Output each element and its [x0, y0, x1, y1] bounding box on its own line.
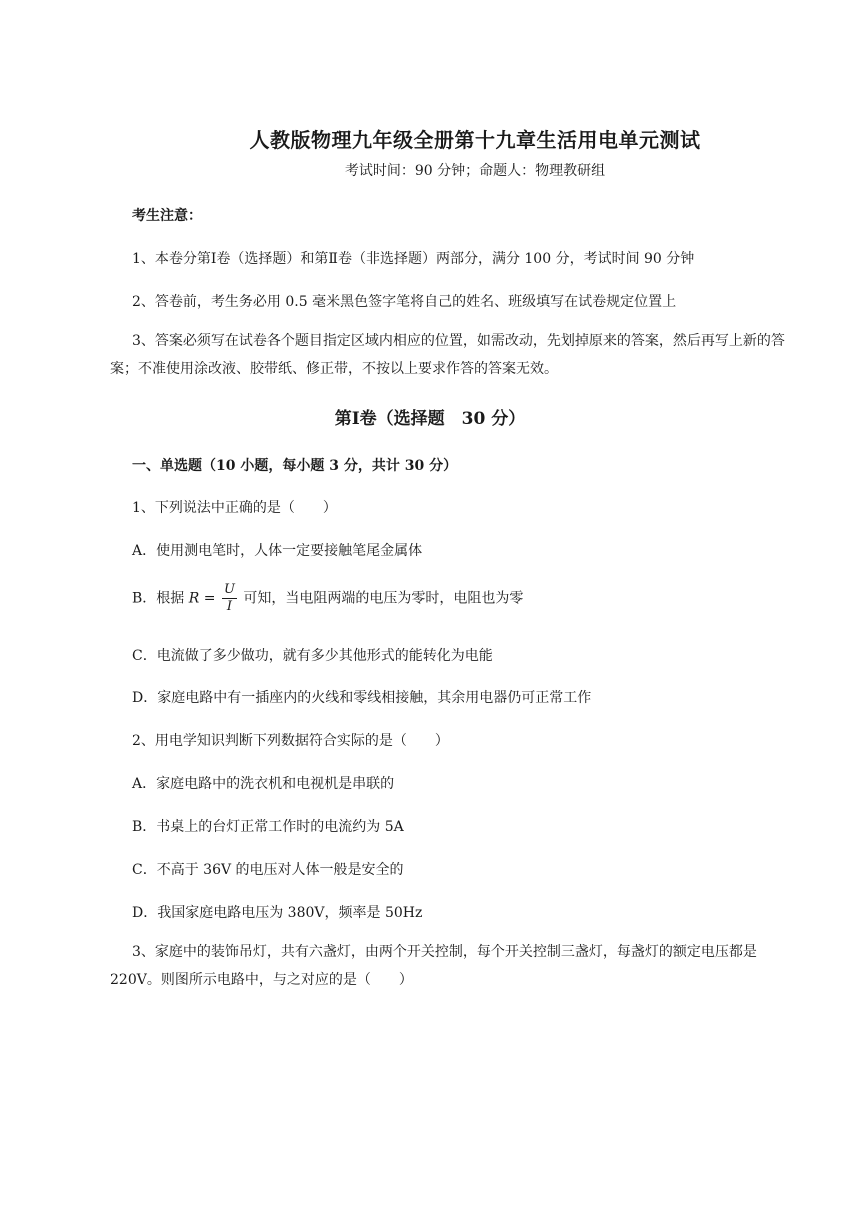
question-2-option-b: B．书桌上的台灯正常工作时的电流约为 5A	[132, 819, 404, 835]
formula-numerator: U	[223, 582, 235, 597]
notice-item-2: 2、答卷前，考生务必用 0.5 毫米黑色签字笔将自己的姓名、班级填写在试卷规定位置上	[132, 294, 677, 310]
question-2-option-a: A．家庭电路中的洗衣机和电视机是串联的	[132, 776, 395, 792]
notice-item-1: 1、本卷分第Ⅰ卷（选择题）和第Ⅱ卷（非选择题）两部分，满分 100 分，考试时间 90 分钟	[132, 251, 695, 267]
question-2-option-d: D．我国家庭电路电压为 380V，频率是 50Hz	[132, 905, 423, 921]
question-1-option-b	[132, 582, 523, 615]
exam-info: 考试时间：90 分钟；命题人：物理教研组	[344, 163, 606, 179]
question-1-option-c: C．电流做了多少做功，就有多少其他形式的能转化为电能	[132, 648, 493, 664]
question-2-option-c: C．不高于 36V 的电压对人体一般是安全的	[132, 862, 404, 878]
option-b-suffix: 可知，当电阻两端的电压为零时，电阻也为零	[243, 590, 524, 607]
formula-lhs: R =	[188, 590, 216, 607]
notice-heading: 考生注意：	[132, 208, 202, 224]
page-title: 人教版物理九年级全册第十九章生活用电单元测试	[249, 128, 701, 152]
question-1-option-d: D．家庭电路中有一插座内的火线和零线相接触，其余用电器仍可正常工作	[132, 690, 592, 706]
notice-item-3: 3、答案必须写在试卷各个题目指定区域内相应的位置，如需改动，先划掉原来的答案，然后再写上新的答案；不准使用涂改液、胶带纸、修正带，不按以上要求作答的答案无效。	[110, 333, 785, 377]
section-title: 第Ⅰ卷（选择题 30 分）	[334, 409, 526, 429]
question-1-stem: 1、下列说法中正确的是（ ）	[132, 500, 337, 516]
option-b-prefix: B．根据	[132, 590, 185, 607]
formula-denominator: I	[226, 599, 232, 614]
question-1-option-a: A．使用测电笔时，人体一定要接触笔尾金属体	[132, 543, 423, 559]
question-2-stem: 2、用电学知识判断下列数据符合实际的是（ ）	[132, 733, 449, 749]
part-heading: 一、单选题（10 小题，每小题 3 分，共计 30 分）	[132, 458, 458, 474]
formula-fraction	[222, 582, 237, 615]
question-3-stem: 3、家庭中的装饰吊灯，共有六盏灯，由两个开关控制，每个开关控制三盏灯，每盏灯的额定电压都是 220V。则图所示电路中，与之对应的是（ ）	[110, 944, 757, 988]
